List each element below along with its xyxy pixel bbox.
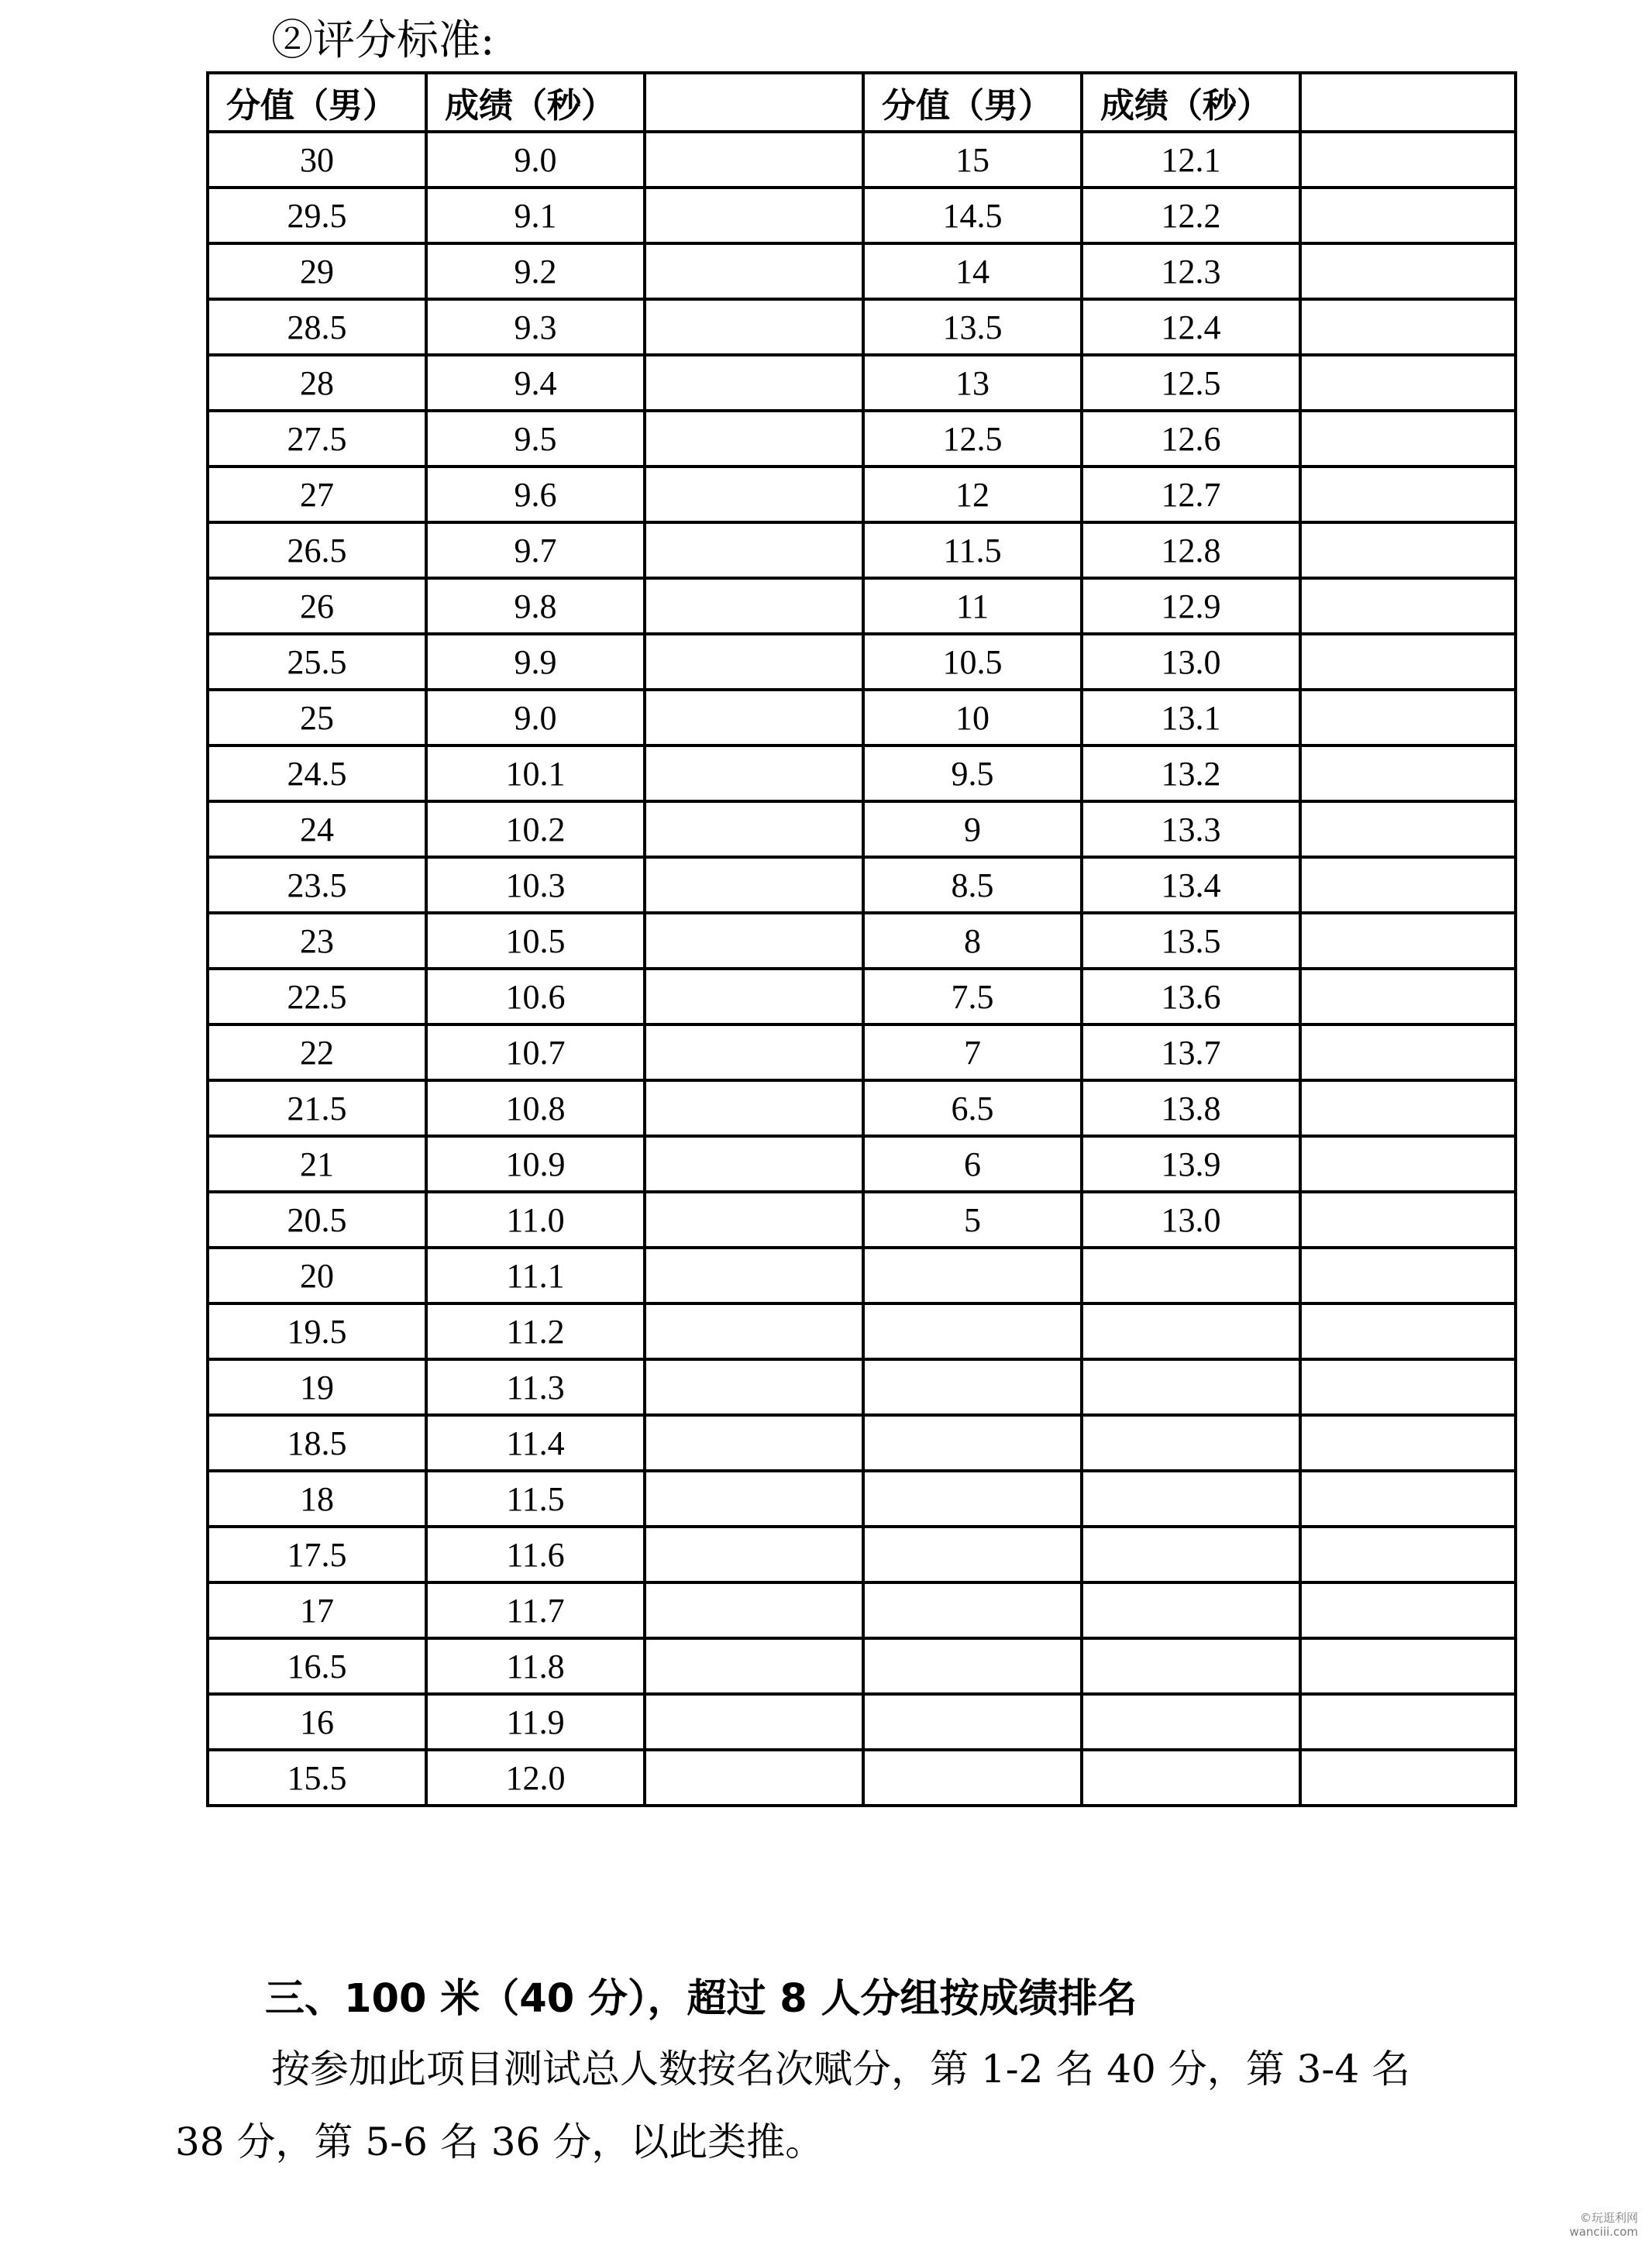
cell-time-right (1082, 1415, 1300, 1471)
cell-score-right: 5 (863, 1192, 1082, 1248)
cell-time-left: 11.7 (426, 1582, 645, 1638)
cell-blank-left (645, 1471, 863, 1527)
cell-time-left: 11.1 (426, 1248, 645, 1303)
score-table (206, 71, 1517, 1807)
cell-time-right (1082, 1248, 1300, 1303)
table-row (208, 411, 1516, 467)
table-row (208, 690, 1516, 745)
cell-score-left: 16 (208, 1694, 426, 1750)
cell-time-right: 13.3 (1082, 801, 1300, 857)
cell-score-right: 11.5 (863, 522, 1082, 578)
cell-score-right: 12.5 (863, 411, 1082, 467)
cell-score-left: 30 (208, 132, 426, 188)
section-title: 三、100 米（40 分），超过 8 人分组按成绩排名 (265, 1976, 1137, 2022)
cell-time-left: 10.5 (426, 913, 645, 969)
cell-time-right: 13.0 (1082, 1192, 1300, 1248)
cell-time-right: 12.2 (1082, 188, 1300, 243)
cell-score-right (863, 1471, 1082, 1527)
table-row (208, 578, 1516, 634)
table-row (208, 1136, 1516, 1192)
cell-score-right: 9.5 (863, 745, 1082, 801)
table-row (208, 857, 1516, 913)
cell-blank-right (1300, 1750, 1516, 1806)
cell-score-left: 26 (208, 578, 426, 634)
cell-score-right: 6 (863, 1136, 1082, 1192)
cell-time-right: 12.4 (1082, 299, 1300, 355)
cell-score-left: 20 (208, 1248, 426, 1303)
table-row (208, 467, 1516, 522)
cell-score-right (863, 1750, 1082, 1806)
cell-score-left: 24.5 (208, 745, 426, 801)
cell-blank-left (645, 243, 863, 299)
cell-blank-right (1300, 857, 1516, 913)
cell-blank-right (1300, 411, 1516, 467)
table-row (208, 1303, 1516, 1359)
cell-time-left: 10.3 (426, 857, 645, 913)
cell-score-right (863, 1694, 1082, 1750)
cell-blank-right (1300, 355, 1516, 411)
cell-time-left: 9.9 (426, 634, 645, 690)
cell-score-left: 19 (208, 1359, 426, 1415)
table-row (208, 1248, 1516, 1303)
cell-score-right: 12 (863, 467, 1082, 522)
cell-time-right: 12.7 (1082, 467, 1300, 522)
cell-blank-right (1300, 299, 1516, 355)
cell-score-left: 24 (208, 801, 426, 857)
cell-time-right: 13.7 (1082, 1024, 1300, 1080)
cell-time-left: 11.4 (426, 1415, 645, 1471)
cell-blank-left (645, 1080, 863, 1136)
cell-time-right: 13.4 (1082, 857, 1300, 913)
site-watermark (1569, 2211, 1638, 2239)
cell-score-right: 8 (863, 913, 1082, 969)
table-header-row (208, 73, 1516, 132)
header-score-right: 分值（男） (863, 73, 1082, 132)
table-row (208, 913, 1516, 969)
cell-blank-left (645, 1750, 863, 1806)
cell-blank-left (645, 1359, 863, 1415)
cell-blank-right (1300, 745, 1516, 801)
cell-time-left: 9.6 (426, 467, 645, 522)
cell-time-left: 11.8 (426, 1638, 645, 1694)
cell-time-left: 10.8 (426, 1080, 645, 1136)
cell-blank-right (1300, 801, 1516, 857)
cell-blank-left (645, 132, 863, 188)
cell-score-left: 16.5 (208, 1638, 426, 1694)
cell-time-left: 11.2 (426, 1303, 645, 1359)
cell-score-left: 18 (208, 1471, 426, 1527)
cell-blank-right (1300, 1471, 1516, 1527)
cell-blank-right (1300, 1582, 1516, 1638)
cell-blank-left (645, 634, 863, 690)
cell-time-right (1082, 1303, 1300, 1359)
cell-time-right: 12.6 (1082, 411, 1300, 467)
cell-score-right: 10 (863, 690, 1082, 745)
cell-score-right: 7.5 (863, 969, 1082, 1024)
cell-blank-right (1300, 690, 1516, 745)
cell-blank-right (1300, 1248, 1516, 1303)
cell-blank-left (645, 355, 863, 411)
cell-score-right (863, 1303, 1082, 1359)
cell-score-right (863, 1638, 1082, 1694)
cell-time-right: 12.1 (1082, 132, 1300, 188)
cell-blank-right (1300, 913, 1516, 969)
cell-blank-right (1300, 969, 1516, 1024)
cell-time-right: 13.1 (1082, 690, 1300, 745)
cell-time-right (1082, 1694, 1300, 1750)
cell-time-left: 11.5 (426, 1471, 645, 1527)
cell-blank-right (1300, 132, 1516, 188)
cell-score-left: 25.5 (208, 634, 426, 690)
cell-score-right: 8.5 (863, 857, 1082, 913)
cell-score-left: 18.5 (208, 1415, 426, 1471)
table-row (208, 745, 1516, 801)
paragraph-line-2: 38 分，第 5-6 名 36 分，以此类推。 (175, 2119, 824, 2164)
cell-score-left: 21.5 (208, 1080, 426, 1136)
cell-score-right: 13.5 (863, 299, 1082, 355)
cell-blank-left (645, 1248, 863, 1303)
cell-blank-right (1300, 1527, 1516, 1582)
cell-score-right (863, 1359, 1082, 1415)
cell-time-right (1082, 1582, 1300, 1638)
cell-blank-right (1300, 1359, 1516, 1415)
cell-blank-right (1300, 188, 1516, 243)
header-time-left: 成绩（秒） (426, 73, 645, 132)
table-row (208, 1192, 1516, 1248)
cell-score-right (863, 1248, 1082, 1303)
cell-time-left: 10.1 (426, 745, 645, 801)
cell-score-left: 28 (208, 355, 426, 411)
table-row (208, 522, 1516, 578)
cell-time-left: 9.2 (426, 243, 645, 299)
cell-score-left: 23.5 (208, 857, 426, 913)
cell-time-left: 11.0 (426, 1192, 645, 1248)
cell-time-right (1082, 1527, 1300, 1582)
cell-score-left: 22 (208, 1024, 426, 1080)
cell-time-right: 13.9 (1082, 1136, 1300, 1192)
cell-time-left: 9.1 (426, 188, 645, 243)
cell-time-left: 9.4 (426, 355, 645, 411)
cell-blank-left (645, 745, 863, 801)
header-blank-left (645, 73, 863, 132)
cell-time-left: 10.7 (426, 1024, 645, 1080)
table-row (208, 299, 1516, 355)
table-row (208, 132, 1516, 188)
cell-time-left: 9.0 (426, 132, 645, 188)
table-row (208, 801, 1516, 857)
cell-time-right (1082, 1471, 1300, 1527)
cell-blank-left (645, 299, 863, 355)
cell-blank-left (645, 1638, 863, 1694)
cell-blank-left (645, 188, 863, 243)
cell-blank-right (1300, 522, 1516, 578)
cell-time-right (1082, 1750, 1300, 1806)
cell-score-right: 11 (863, 578, 1082, 634)
cell-time-right: 13.8 (1082, 1080, 1300, 1136)
cell-time-right: 13.6 (1082, 969, 1300, 1024)
cell-blank-right (1300, 1136, 1516, 1192)
cell-time-left: 9.8 (426, 578, 645, 634)
cell-score-right (863, 1582, 1082, 1638)
cell-score-left: 26.5 (208, 522, 426, 578)
cell-blank-left (645, 801, 863, 857)
cell-time-left: 11.9 (426, 1694, 645, 1750)
cell-score-left: 17 (208, 1582, 426, 1638)
table-row (208, 1415, 1516, 1471)
cell-score-right: 6.5 (863, 1080, 1082, 1136)
paragraph-line-1: 按参加此项目测试总人数按名次赋分，第 1-2 名 40 分，第 3-4 名 (271, 2047, 1411, 2092)
table-row (208, 1024, 1516, 1080)
cell-score-right: 14.5 (863, 188, 1082, 243)
cell-blank-right (1300, 1024, 1516, 1080)
cell-score-left: 27.5 (208, 411, 426, 467)
cell-blank-right (1300, 1303, 1516, 1359)
watermark-line-1: ©玩逛利网 (1579, 2211, 1638, 2225)
cell-score-right: 15 (863, 132, 1082, 188)
cell-score-right: 13 (863, 355, 1082, 411)
cell-time-right: 13.2 (1082, 745, 1300, 801)
cell-blank-left (645, 1136, 863, 1192)
cell-blank-right (1300, 1192, 1516, 1248)
cell-score-left: 27 (208, 467, 426, 522)
cell-time-left: 9.3 (426, 299, 645, 355)
cell-blank-left (645, 1694, 863, 1750)
table-row (208, 355, 1516, 411)
cell-score-left: 22.5 (208, 969, 426, 1024)
table-row (208, 188, 1516, 243)
cell-blank-left (645, 1415, 863, 1471)
cell-score-left: 17.5 (208, 1527, 426, 1582)
header-blank-right (1300, 73, 1516, 132)
cell-time-right: 13.5 (1082, 913, 1300, 969)
cell-blank-left (645, 578, 863, 634)
cell-time-right: 12.3 (1082, 243, 1300, 299)
cell-score-right: 10.5 (863, 634, 1082, 690)
cell-score-right: 7 (863, 1024, 1082, 1080)
cell-blank-left (645, 1582, 863, 1638)
header-time-right: 成绩（秒） (1082, 73, 1300, 132)
cell-blank-left (645, 1303, 863, 1359)
table-row (208, 634, 1516, 690)
cell-score-left: 19.5 (208, 1303, 426, 1359)
cell-time-left: 10.6 (426, 969, 645, 1024)
cell-blank-left (645, 1024, 863, 1080)
cell-blank-left (645, 522, 863, 578)
cell-time-right (1082, 1638, 1300, 1694)
cell-blank-right (1300, 1415, 1516, 1471)
table-row (208, 1638, 1516, 1694)
table-row (208, 1582, 1516, 1638)
cell-time-left: 11.6 (426, 1527, 645, 1582)
cell-blank-right (1300, 578, 1516, 634)
cell-time-left: 10.9 (426, 1136, 645, 1192)
cell-time-left: 9.0 (426, 690, 645, 745)
cell-blank-left (645, 1192, 863, 1248)
watermark-line-2: wanciii.com (1569, 2225, 1638, 2239)
cell-score-left: 29.5 (208, 188, 426, 243)
score-table-body (208, 132, 1516, 1806)
cell-blank-left (645, 411, 863, 467)
cell-time-right: 13.0 (1082, 634, 1300, 690)
cell-blank-right (1300, 1638, 1516, 1694)
cell-blank-right (1300, 243, 1516, 299)
cell-time-left: 12.0 (426, 1750, 645, 1806)
table-row (208, 1471, 1516, 1527)
cell-time-right: 12.5 (1082, 355, 1300, 411)
cell-score-left: 28.5 (208, 299, 426, 355)
scoring-standard-heading: ②评分标准: (271, 15, 495, 64)
cell-time-left: 10.2 (426, 801, 645, 857)
cell-blank-left (645, 913, 863, 969)
cell-blank-left (645, 467, 863, 522)
cell-time-left: 11.3 (426, 1359, 645, 1415)
table-row (208, 243, 1516, 299)
table-row (208, 1750, 1516, 1806)
cell-score-left: 29 (208, 243, 426, 299)
table-row (208, 1694, 1516, 1750)
cell-blank-right (1300, 1694, 1516, 1750)
cell-time-left: 9.5 (426, 411, 645, 467)
cell-blank-left (645, 969, 863, 1024)
cell-score-right (863, 1415, 1082, 1471)
cell-score-right: 14 (863, 243, 1082, 299)
cell-score-left: 20.5 (208, 1192, 426, 1248)
cell-blank-left (645, 690, 863, 745)
cell-score-left: 23 (208, 913, 426, 969)
cell-blank-left (645, 1527, 863, 1582)
cell-score-left: 25 (208, 690, 426, 745)
cell-time-right: 12.9 (1082, 578, 1300, 634)
header-score-left: 分值（男） (208, 73, 426, 132)
table-row (208, 1527, 1516, 1582)
cell-blank-right (1300, 634, 1516, 690)
cell-time-right (1082, 1359, 1300, 1415)
cell-blank-right (1300, 467, 1516, 522)
table-row (208, 1080, 1516, 1136)
table-row (208, 1359, 1516, 1415)
cell-score-right (863, 1527, 1082, 1582)
table-row (208, 969, 1516, 1024)
cell-blank-right (1300, 1080, 1516, 1136)
cell-score-left: 21 (208, 1136, 426, 1192)
cell-score-left: 15.5 (208, 1750, 426, 1806)
cell-time-right: 12.8 (1082, 522, 1300, 578)
cell-blank-left (645, 857, 863, 913)
cell-score-right: 9 (863, 801, 1082, 857)
cell-time-left: 9.7 (426, 522, 645, 578)
